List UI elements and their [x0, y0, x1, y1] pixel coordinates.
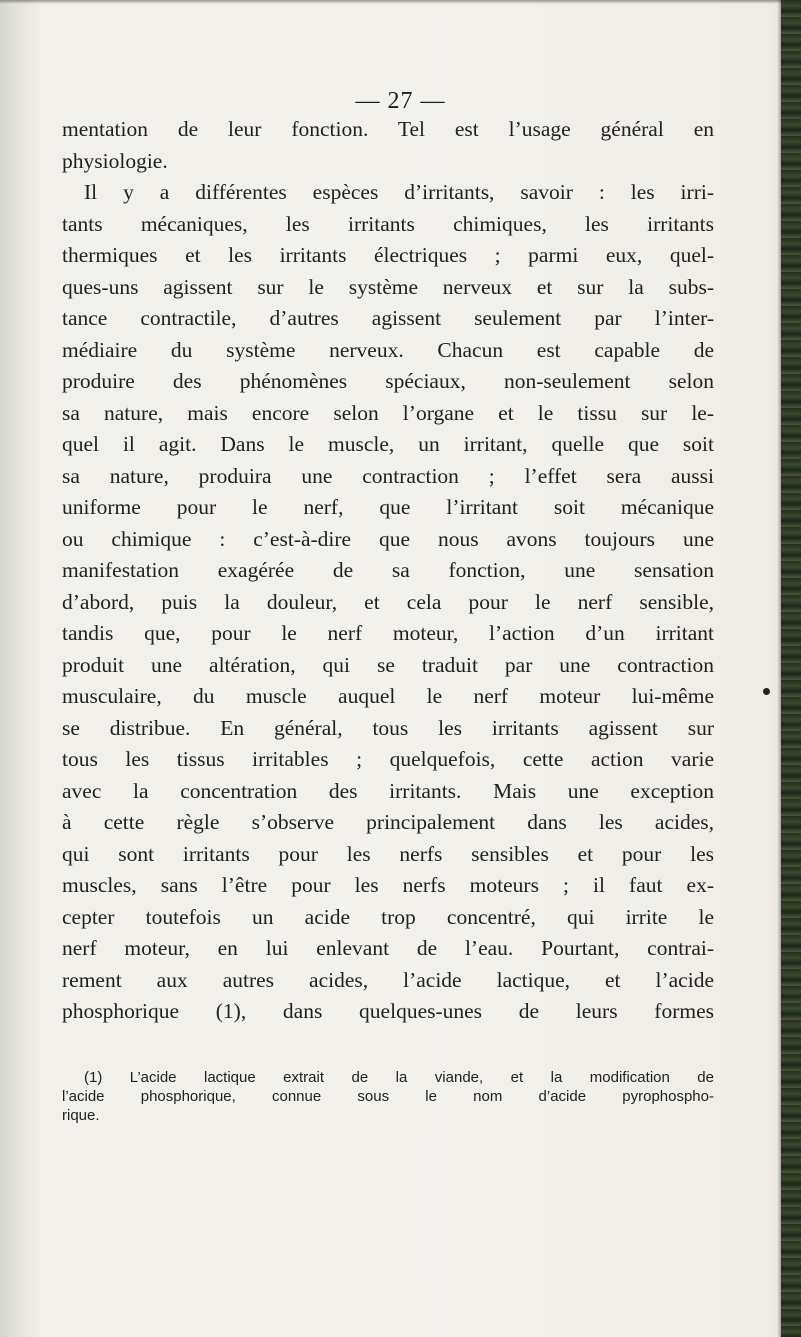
text-line: avec la concentration des irritants. Mais une exception	[62, 778, 714, 803]
text-line: rement aux autres acides, l’acide lactique, et l’acide	[62, 967, 714, 992]
text-line: thermiques et les irritants électriques ; parmi eux, quel-	[62, 243, 714, 267]
page-number: — 27 —	[355, 88, 446, 114]
ink-spot	[763, 688, 770, 695]
text-line: physiologie.	[62, 148, 168, 173]
text-line: ou chimique : c’est-à-dire que nous avons toujours une	[62, 526, 714, 551]
text-line: d’abord, puis la douleur, et cela pour le nerf sensible,	[62, 589, 714, 614]
text-line: produire des phénomènes spéciaux, non-seulement selon	[62, 369, 714, 393]
text-line: tandis que, pour le nerf moteur, l’action d’un irritant	[62, 621, 714, 645]
text-line: sa nature, mais encore selon l’organe et le tissu sur le-	[62, 400, 714, 425]
footnote-line: rique.	[62, 1107, 100, 1124]
text-line: quel il agit. Dans le muscle, un irritant, quelle que soit	[62, 432, 714, 456]
text-line: à cette règle s’observe principalement dans les acides,	[62, 810, 714, 834]
text-line: produit une altération, qui se traduit par une contraction	[62, 652, 714, 677]
text-line: phosphorique (1), dans quelques-unes de leurs formes	[62, 999, 714, 1023]
text-line: tance contractile, d’autres agissent seulement par l’inter-	[62, 306, 714, 330]
text-line: sa nature, produira une contraction ; l’effet sera aussi	[62, 463, 714, 488]
text-line: mentation de leur fonction. Tel est l’usage général en	[62, 117, 714, 141]
text-line: nerf moteur, en lui enlevant de l’eau. Pourtant, contrai-	[62, 936, 714, 960]
text-line: médiaire du système nerveux. Chacun est capable de	[62, 337, 714, 362]
text-line: manifestation exagérée de sa fonction, une sensation	[62, 558, 714, 582]
footnote-line: l’acide phosphorique, connue sous le nom d’acide pyrophospho-	[62, 1088, 714, 1105]
text-line: tous les tissus irritables ; quelquefois, cette action varie	[62, 747, 714, 771]
text-line: uniforme pour le nerf, que l’irritant soit mécanique	[62, 495, 714, 519]
footnote	[62, 1068, 714, 1125]
body-text	[62, 114, 714, 1028]
text-line: muscles, sans l’être pour les nerfs moteurs ; il faut ex-	[62, 873, 714, 897]
page-top-edge	[0, 0, 781, 4]
footnote-line: (1) L’acide lactique extrait de la viande, et la modification de	[84, 1069, 714, 1086]
text-line: Il y a différentes espèces d’irritants, savoir : les irri-	[84, 180, 714, 204]
text-line: cepter toutefois un acide trop concentré, qui irrite le	[62, 904, 714, 929]
text-line: tants mécaniques, les irritants chimiques, les irritants	[62, 211, 714, 236]
page-left-shade	[0, 0, 40, 1337]
book-binding	[781, 0, 801, 1337]
text-line: se distribue. En général, tous les irritants agissent sur	[62, 715, 714, 740]
text-line: qui sont irritants pour les nerfs sensibles et pour les	[62, 841, 714, 866]
text-line: musculaire, du muscle auquel le nerf moteur lui-même	[62, 684, 714, 708]
text-line: ques-uns agissent sur le système nerveux et sur la subs-	[62, 274, 714, 299]
